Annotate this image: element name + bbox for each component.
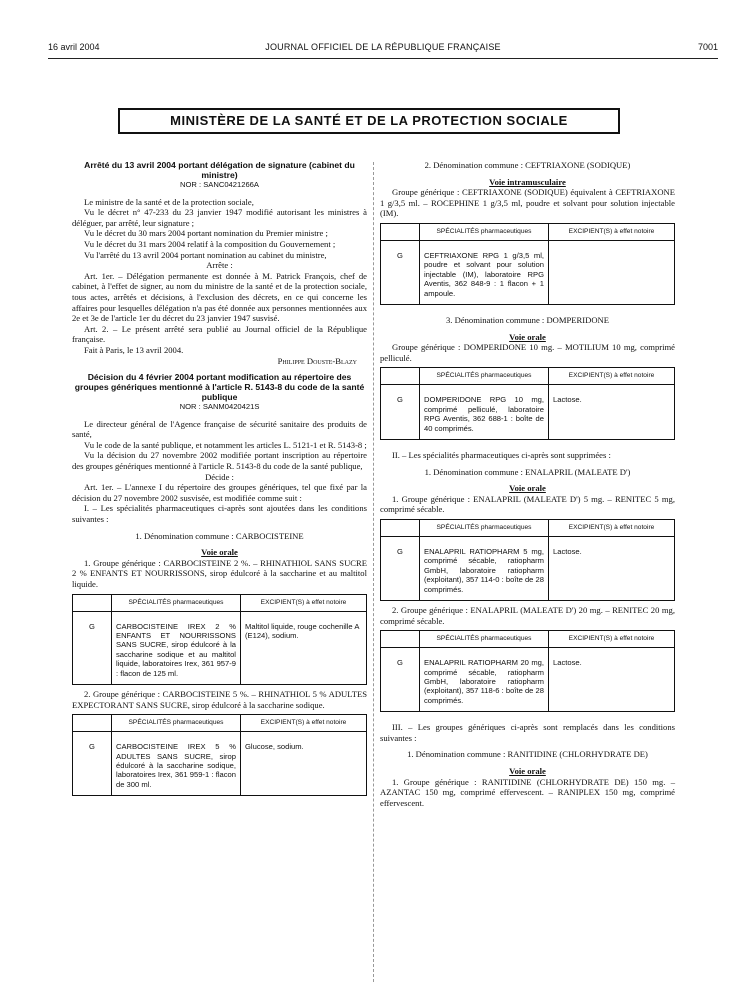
denomination-heading: 1. Dénomination commune : CARBOCISTEINE: [135, 530, 304, 541]
specialty-cell: CARBOCISTEINE IREX 2 % ENFANTS ET NOURRISSONS SANS SUCRE, sirop édulcoré à la saccharine sodique et au maltitol liquide, laboratoires Irex, 361 957-9 : flacon de 125 ml.: [112, 611, 241, 684]
generic-marker: G: [381, 385, 420, 440]
table-row: [381, 536, 675, 600]
decision-nor: NOR : SANM0420421S: [179, 402, 260, 412]
paragraph: Le directeur général de l'Agence française de sécurité sanitaire des produits de santé,: [72, 418, 367, 440]
table-row: [381, 648, 675, 712]
col-header-specialites: SPÉCIALITÉS pharmaceutiques: [112, 715, 241, 732]
arrete-label: Arrête :: [206, 260, 233, 271]
table-row: [381, 385, 675, 440]
route-heading: Voie orale: [509, 331, 546, 342]
col-header-specialites: SPÉCIALITÉS pharmaceutiques: [420, 631, 549, 648]
paragraph: Vu l'arrêté du 13 avril 2004 portant nomination au cabinet du ministre,: [84, 249, 327, 260]
col-header-excipients: EXCIPIENT(S) à effet notoire: [549, 631, 675, 648]
specialty-cell: ENALAPRIL RATIOPHARM 20 mg, comprimé sécable, ratiopharm GmbH, laboratoire ratiopharm (exploitant), 357 118-6 : boîte de 28 comprimés.: [420, 648, 549, 712]
specialties-table: [72, 714, 367, 796]
table-row: [73, 611, 367, 684]
header-date: 16 avril 2004: [48, 42, 100, 52]
specialties-table: [72, 594, 367, 685]
header-page-number: 7001: [697, 42, 718, 52]
excipient-cell: Lactose.: [549, 648, 675, 712]
generic-group: 1. Groupe générique : RANITIDINE (CHLORHYDRATE DE) 150 mg. – AZANTAC 150 mg, comprimé effervescent. – RANIPLEX 150 mg, comprimé effervescent.: [380, 776, 675, 808]
section-i: I. – Les spécialités pharmaceutiques ci-après sont ajoutées dans les conditions suivantes :: [72, 503, 367, 525]
paragraph: Vu le décret n° 47-233 du 23 janvier 1947 modifié autorisant les ministres à déléguer, par arrêté, leur signature ;: [72, 207, 367, 228]
excipient-cell: Lactose.: [549, 536, 675, 600]
generic-group: 1. Groupe générique : CARBOCISTEINE 2 %. – RHINATHIOL SANS SUCRE 2 % ENFANTS ET NOURRISSONS, sirop édulcoré à la saccharine et au maltitol liquide.: [72, 557, 367, 589]
paragraph: Vu le décret du 30 mars 2004 portant nomination du Premier ministre ;: [84, 228, 328, 239]
specialties-table: [380, 223, 675, 305]
fait-line: Fait à Paris, le 13 avril 2004.: [84, 344, 184, 355]
table-row: [73, 732, 367, 796]
specialty-cell: ENALAPRIL RATIOPHARM 5 mg, comprimé sécable, ratiopharm GmbH, laboratoire ratiopharm (exploitant), 357 114-0 : boîte de 28 comprimés.: [420, 536, 549, 600]
specialties-table: [380, 519, 675, 601]
col-header-specialites: SPÉCIALITÉS pharmaceutiques: [420, 223, 549, 240]
arrete-title: Arrêté du 13 avril 2004 portant délégation de signature (cabinet du ministre): [84, 160, 355, 180]
header-rule: [48, 58, 718, 59]
denomination-heading: 1. Dénomination commune : ENALAPRIL (MALEATE D'): [424, 466, 631, 477]
section-ii: II. – Les spécialités pharmaceutiques ci-après sont supprimées :: [392, 450, 611, 460]
col-header-specialites: SPÉCIALITÉS pharmaceutiques: [112, 594, 241, 611]
denomination-heading: 1. Dénomination commune : RANITIDINE (CHLORHYDRATE DE): [407, 749, 648, 760]
col-header-specialites: SPÉCIALITÉS pharmaceutiques: [420, 519, 549, 536]
section-iii: III. – Les groupes génériques ci-après sont remplacés dans les conditions suivantes :: [380, 722, 675, 743]
article-1: Art. 1er. – L'annexe I du répertoire des groupes génériques, tel que fixé par la décision du 27 novembre 2002 susvisée, est modifiée comme suit :: [72, 482, 367, 503]
denomination-heading: 2. Dénomination commune : CEFTRIAXONE (SODIQUE): [424, 160, 631, 170]
specialties-table: [380, 630, 675, 712]
article-1: Art. 1er. – Délégation permanente est donnée à M. Patrick François, chef de cabinet, à l'effet de signer, au nom du ministre de la santé et de la protection sociale, tous actes, arrêtés et décisions, à l'exclusion des décrets, en ce qui concerne les affaires pour lesquelles délégation n'a pas été donnée aux personnes mentionnées aux 2e et 3e de l'article 1er du décret du 23 janvier 1947 susvisé.: [72, 270, 367, 324]
paragraph: Vu le code de la santé publique, et notamment les articles L. 5121-1 et R. 5143-8 ;: [84, 439, 367, 450]
paragraph: Vu la décision du 27 novembre 2002 modifiée portant inscription au répertoire des groupes génériques mentionné à l'article R. 5143-8 du code de la santé publique,: [72, 450, 367, 472]
col-header-excipients: EXCIPIENT(S) à effet notoire: [549, 368, 675, 385]
excipient-cell: [549, 240, 675, 304]
route-heading: Voie orale: [509, 483, 546, 494]
col-header-specialites: SPÉCIALITÉS pharmaceutiques: [420, 368, 549, 385]
generic-marker: G: [381, 536, 420, 600]
generic-group: Groupe générique : CEFTRIAXONE (SODIQUE) équivalent à CEFTRIAXONE 1 g/3,5 ml. – ROCEPHINE 1 g/3,5 ml, poudre et solvant pour solution injectable (IM).: [380, 187, 675, 219]
column-divider: [373, 162, 374, 982]
specialty-cell: CARBOCISTEINE IREX 5 % ADULTES SANS SUCRE, sirop édulcoré à la saccharine sodique, laboratoires Irex, 361 959-1 : flacon de 300 ml.: [112, 732, 241, 796]
article-2: Art. 2. – Le présent arrêté sera publié au Journal officiel de la République française.: [72, 323, 367, 345]
arrete-nor: NOR : SANC0421266A: [180, 180, 259, 189]
paragraph: Le ministre de la santé et de la protection sociale,: [84, 196, 254, 207]
col-header-excipients: EXCIPIENT(S) à effet notoire: [549, 519, 675, 536]
col-header-excipients: EXCIPIENT(S) à effet notoire: [241, 715, 367, 732]
specialty-cell: DOMPERIDONE RPG 10 mg, comprimé pelliculé, laboratoire RPG Aventis, 362 688-1 : boîte de 40 comprimés.: [420, 385, 549, 440]
route-heading: Voie orale: [509, 766, 546, 776]
col-header-excipients: EXCIPIENT(S) à effet notoire: [549, 223, 675, 240]
generic-marker: G: [73, 611, 112, 684]
ministry-banner: MINISTÈRE DE LA SANTÉ ET DE LA PROTECTION SOCIALE: [118, 108, 620, 134]
generic-marker: G: [381, 648, 420, 712]
generic-marker: G: [73, 732, 112, 796]
generic-group: 1. Groupe générique : ENALAPRIL (MALEATE D') 5 mg. – RENITEC 5 mg, comprimé sécable.: [380, 493, 675, 515]
generic-group: 2. Groupe générique : ENALAPRIL (MALEATE D') 20 mg. – RENITEC 20 mg, comprimé sécable.: [380, 605, 675, 626]
generic-group: 2. Groupe générique : CARBOCISTEINE 5 %. – RHINATHIOL 5 % ADULTES EXPECTORANT SANS SUCRE, sirop édulcoré à la saccharine sodique.: [72, 689, 367, 710]
excipient-cell: Lactose.: [549, 385, 675, 440]
specialties-table: [380, 367, 675, 440]
running-header: [48, 42, 718, 58]
excipient-cell: Glucose, sodium.: [241, 732, 367, 796]
left-column: [72, 160, 367, 800]
specialty-cell: CEFTRIAXONE RPG 1 g/3,5 ml, poudre et solvant pour solution injectable (IM), laboratoire RPG Aventis, 362 848-9 : 1 flacon + 1 ampoule.: [420, 240, 549, 304]
signature: Philippe Douste-Blazy: [277, 355, 357, 366]
paragraph: Vu le décret du 31 mars 2004 relatif à la composition du Gouvernement ;: [84, 238, 336, 249]
route-heading: Voie orale: [201, 547, 238, 558]
col-header-excipients: EXCIPIENT(S) à effet notoire: [241, 594, 367, 611]
decide-label: Décide :: [205, 471, 234, 482]
header-journal-title: JOURNAL OFFICIEL DE LA RÉPUBLIQUE FRANÇAISE: [265, 42, 501, 52]
generic-marker: G: [381, 240, 420, 304]
excipient-cell: Maltitol liquide, rouge cochenille A (E124), sodium.: [241, 611, 367, 684]
generic-group: Groupe générique : DOMPERIDONE 10 mg. – MOTILIUM 10 mg, comprimé pelliculé.: [380, 342, 675, 363]
denomination-heading: 3. Dénomination commune : DOMPERIDONE: [445, 315, 610, 325]
route-heading: Voie intramusculaire: [489, 176, 566, 187]
decision-title: Décision du 4 février 2004 portant modification au répertoire des groupes génériques mentionné à l'article R. 5143-8 du code de la santé publique: [74, 372, 365, 403]
table-row: [381, 240, 675, 304]
right-column: [380, 160, 675, 808]
